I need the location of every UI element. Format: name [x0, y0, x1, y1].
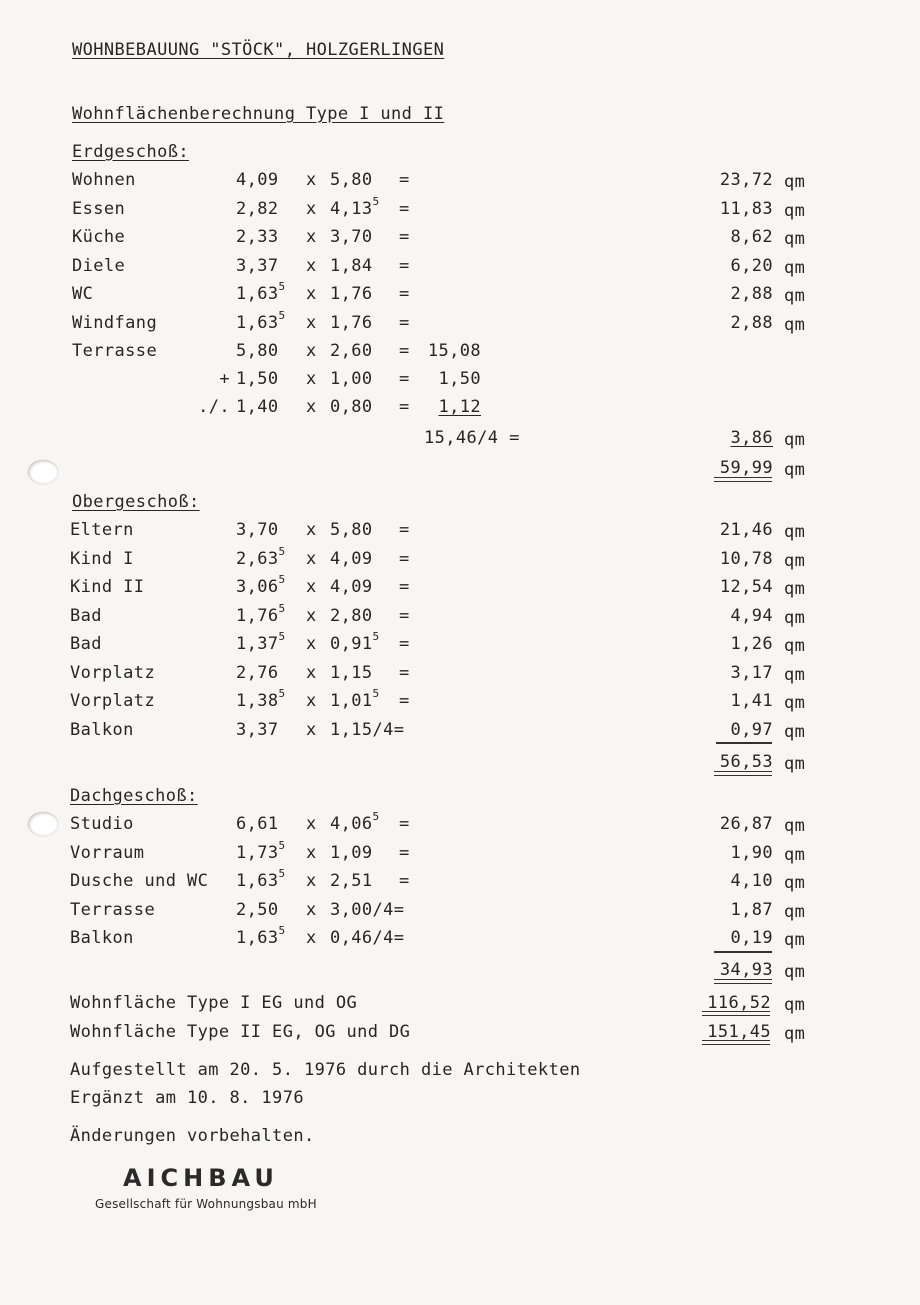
dimension-b-value: 3,70 [330, 227, 373, 247]
footer-line-created: Aufgestellt am 20. 5. 1976 durch die Architekten [70, 1060, 581, 1080]
dimension-b [330, 194, 380, 219]
row-label: Kind I [70, 548, 134, 569]
unit-label: qm [784, 873, 806, 893]
times-sign: x [306, 899, 317, 920]
dimension-a-value: 3,37 [236, 255, 279, 276]
section-sum: 56,53 [719, 752, 773, 772]
dimension-a-value: 6,61 [236, 814, 279, 834]
row-label: Wohnen [72, 170, 136, 190]
dimension-a-superscript: 5 [278, 924, 286, 938]
equals-sign: = [399, 842, 410, 863]
times-sign: x [306, 928, 317, 948]
times-sign: x [306, 691, 317, 711]
dimension-b [330, 720, 404, 740]
equals-sign: = [399, 871, 410, 891]
equals-sign: = [399, 255, 410, 276]
sum-line [714, 951, 772, 953]
dimension-b [330, 871, 373, 891]
dimension-b-value: 0,80 [330, 397, 373, 417]
times-sign: x [306, 170, 317, 190]
double-underline [714, 979, 772, 984]
row-result: 1,41 [730, 691, 773, 711]
subtotal: 15,08 [427, 341, 481, 361]
total-label: Wohnfläche Type I EG und OG [70, 993, 358, 1013]
section-sum: 34,93 [719, 960, 773, 980]
unit-label: qm [784, 200, 806, 221]
unit-label: qm [784, 579, 806, 599]
dimension-a [236, 341, 279, 361]
dimension-b-value: 1,15 [330, 662, 373, 683]
total-value: 151,45 [707, 1022, 771, 1042]
unit-label: qm [784, 314, 806, 335]
row-label: Terrasse [70, 899, 156, 920]
row-label: Eltern [70, 520, 134, 540]
subtotal: 1,12 [438, 397, 481, 417]
unit-label: qm [784, 1024, 806, 1044]
times-sign: x [306, 369, 317, 389]
unit-label: qm [784, 430, 806, 450]
unit-label: qm [784, 550, 806, 571]
dimension-b-value: 4,06 [330, 814, 373, 834]
equals-sign: = [399, 548, 410, 569]
dimension-b-value: 0,91 [330, 634, 373, 654]
row-result: 2,88 [730, 284, 773, 304]
dimension-a-value: 1,40 [236, 397, 279, 417]
dimension-a-superscript: 5 [278, 838, 286, 852]
row-label: Bad [70, 605, 102, 626]
row-result: 3,17 [730, 662, 773, 683]
unit-label: qm [784, 286, 806, 306]
dimension-b [330, 663, 373, 683]
row-result: 2,88 [730, 312, 773, 333]
row-result: 0,19 [730, 928, 773, 948]
row-result: 12,54 [719, 577, 773, 597]
dimension-a-value: 1,63 [236, 871, 279, 891]
times-sign: x [306, 719, 317, 740]
punch-hole-lower [28, 812, 58, 836]
row-result: 26,87 [719, 814, 773, 834]
dimension-a-superscript: 5 [278, 573, 286, 587]
dimension-b [330, 687, 380, 711]
times-sign: x [306, 605, 317, 626]
dimension-a [236, 924, 286, 948]
unit-label: qm [784, 816, 806, 836]
dimension-b-superscript: 5 [372, 810, 380, 824]
times-sign: x [306, 520, 317, 540]
dimension-a [236, 630, 286, 654]
row-label: Küche [72, 227, 126, 247]
equals-sign: = [399, 691, 410, 711]
equals-sign: = [399, 605, 410, 626]
double-underline [714, 477, 772, 482]
unit-label: qm [784, 995, 806, 1015]
equals-sign: = [399, 227, 410, 247]
dimension-b-value: 1,84 [330, 255, 373, 276]
dimension-b [330, 369, 373, 389]
dimension-a [236, 308, 286, 333]
row-label: Essen [72, 198, 126, 219]
row-result: 8,62 [730, 227, 773, 247]
times-sign: x [306, 548, 317, 569]
dimension-a [236, 199, 279, 219]
equals-sign: = [399, 284, 410, 304]
dimension-a-superscript: 5 [278, 544, 286, 558]
dimension-b-value: 4,13 [330, 198, 373, 219]
dimension-b-value: 5,80 [330, 170, 373, 190]
dimension-b-value: 2,80 [330, 605, 373, 626]
dimension-a [236, 900, 279, 920]
equals-sign: = [399, 312, 410, 333]
dimension-b [330, 170, 373, 190]
row-result: 11,83 [719, 198, 773, 219]
unit-label: qm [784, 693, 806, 713]
section-heading-dg: Dachgeschoß: [70, 786, 198, 806]
row-result: 6,20 [730, 255, 773, 276]
dimension-b [330, 520, 373, 540]
row-label: Windfang [72, 312, 158, 333]
dimension-a [236, 520, 279, 540]
equals-sign: = [399, 634, 410, 654]
dimension-b-value: 5,80 [330, 520, 373, 540]
row-label: Balkon [70, 719, 134, 740]
times-sign: x [306, 634, 317, 654]
operator: + [219, 369, 230, 389]
dimension-b-superscript: 5 [372, 687, 380, 701]
row-label: Balkon [70, 928, 134, 948]
row-result: 4,10 [730, 871, 773, 891]
sum-line [716, 742, 772, 744]
dimension-a-superscript: 5 [278, 630, 286, 644]
dimension-b [330, 900, 404, 920]
dimension-a [236, 601, 286, 626]
dimension-b [330, 630, 380, 654]
dimension-a-superscript: 5 [278, 867, 286, 881]
dimension-a [236, 397, 279, 417]
row-label: Vorplatz [70, 662, 156, 683]
dimension-b [330, 606, 373, 626]
dimension-a [236, 687, 286, 711]
row-result: 0,97 [730, 719, 773, 740]
times-sign: x [306, 397, 317, 417]
equals-sign: = [399, 369, 410, 389]
unit-label: qm [784, 257, 806, 278]
row-label: Kind II [70, 577, 145, 597]
punch-hole-upper [28, 460, 58, 484]
times-sign: x [306, 577, 317, 597]
row-result: 1,90 [730, 842, 773, 863]
equals-sign: = [399, 662, 410, 683]
dimension-a-value: 1,38 [236, 691, 279, 711]
dimension-b-value: 2,60 [330, 341, 373, 361]
dimension-b-value: 4,09 [330, 577, 373, 597]
dimension-b [330, 577, 373, 597]
dimension-a [236, 227, 279, 247]
dimension-a-value: 2,63 [236, 548, 279, 569]
dimension-a-value: 3,06 [236, 577, 279, 597]
dimension-b-value: 1,00 [330, 369, 373, 389]
unit-label: qm [784, 844, 806, 865]
dimension-a-value: 1,37 [236, 634, 279, 654]
dimension-b [330, 549, 373, 569]
row-result: 1,87 [730, 899, 773, 920]
dimension-a [236, 369, 279, 389]
dimension-a-value: 2,33 [236, 227, 279, 247]
dimension-a-value: 3,37 [236, 719, 279, 740]
dimension-b-value: 2,51 [330, 871, 373, 891]
dimension-b [330, 313, 373, 333]
unit-label: qm [784, 460, 806, 480]
dimension-a-value: 1,73 [236, 842, 279, 863]
row-label: Diele [72, 255, 126, 276]
times-sign: x [306, 312, 317, 333]
times-sign: x [306, 227, 317, 247]
row-label: Studio [70, 814, 134, 834]
dimension-a [236, 814, 279, 834]
dimension-b [330, 284, 373, 304]
unit-label: qm [784, 754, 806, 774]
dimension-a-value: 2,50 [236, 899, 279, 920]
dimension-b [330, 810, 380, 834]
double-underline [714, 771, 772, 776]
dimension-a [236, 838, 286, 863]
unit-label: qm [784, 664, 806, 685]
dimension-a-superscript: 5 [278, 280, 286, 294]
row-result: 21,46 [719, 520, 773, 540]
dimension-a [236, 256, 279, 276]
equals-sign: = [399, 814, 410, 834]
row-label: Dusche und WC [70, 871, 209, 891]
dimension-b-superscript: 5 [372, 194, 380, 208]
section-heading-eg: Erdgeschoß: [72, 142, 189, 162]
dimension-b-superscript: 5 [372, 630, 380, 644]
dimension-a-value: 4,09 [236, 170, 279, 190]
dimension-a-value: 5,80 [236, 341, 279, 361]
dimension-a-superscript: 5 [278, 601, 286, 615]
unit-label: qm [784, 721, 806, 742]
unit-label: qm [784, 636, 806, 656]
dimension-a-value: 3,70 [236, 520, 279, 540]
dimension-b [330, 341, 373, 361]
dimension-a-value: 1,63 [236, 312, 279, 333]
footer-line-amended: Ergänzt am 10. 8. 1976 [70, 1088, 304, 1108]
dimension-b-value: 1,15/4= [330, 719, 405, 740]
dimension-b-value: 1,09 [330, 842, 373, 863]
dimension-b-value: 4,09 [330, 548, 373, 569]
section-sum: 59,99 [719, 458, 773, 478]
row-result: 3,86 [730, 428, 773, 448]
equals-sign: = [399, 170, 410, 190]
unit-label: qm [784, 172, 806, 192]
dimension-a-value: 1,50 [236, 369, 279, 389]
equals-sign: = [399, 198, 410, 219]
row-label: Terrasse [72, 341, 158, 361]
dimension-a [236, 867, 286, 891]
times-sign: x [306, 814, 317, 834]
unit-label: qm [784, 607, 806, 628]
company-stamp-subtitle: Gesellschaft für Wohnungsbau mbH [95, 1197, 317, 1211]
dimension-b-value: 3,00/4= [330, 899, 405, 920]
dimension-b [330, 397, 373, 417]
row-result: 10,78 [719, 548, 773, 569]
document-subtitle: Wohnflächenberechnung Type I und II [72, 104, 445, 124]
row-label: Vorraum [70, 842, 145, 863]
dimension-a [236, 544, 286, 569]
unit-label: qm [784, 522, 806, 542]
dimension-a-value: 1,63 [236, 284, 279, 304]
equals-sign: = [399, 520, 410, 540]
row-result: 23,72 [719, 170, 773, 190]
dimension-b-value: 1,76 [330, 284, 373, 304]
dimension-a [236, 663, 279, 683]
double-underline [702, 1011, 770, 1016]
dimension-a-value: 1,63 [236, 928, 279, 948]
dimension-b [330, 227, 373, 247]
row-label: Bad [70, 634, 102, 654]
dimension-a-superscript: 5 [278, 687, 286, 701]
row-label: WC [72, 284, 94, 304]
operator: ./. [198, 397, 230, 417]
dimension-a [236, 573, 286, 597]
terrasse-total-expression: 15,46/4 = [424, 428, 520, 448]
equals-sign: = [399, 341, 410, 361]
dimension-b-value: 1,01 [330, 691, 373, 711]
unit-label: qm [784, 901, 806, 922]
footer-line-reserved: Änderungen vorbehalten. [70, 1126, 315, 1146]
dimension-a [236, 720, 279, 740]
dimension-b [330, 256, 373, 276]
dimension-b [330, 843, 373, 863]
double-underline [702, 1040, 770, 1045]
dimension-a [236, 170, 279, 190]
row-label: Vorplatz [70, 691, 156, 711]
dimension-b-value: 1,76 [330, 312, 373, 333]
dimension-a-value: 2,82 [236, 198, 279, 219]
equals-sign: = [399, 397, 410, 417]
unit-label: qm [784, 962, 806, 982]
times-sign: x [306, 662, 317, 683]
subtotal: 1,50 [438, 369, 481, 389]
dimension-a [236, 280, 286, 304]
times-sign: x [306, 198, 317, 219]
dimension-b [330, 928, 404, 948]
unit-label: qm [784, 229, 806, 249]
company-stamp-name: AICHBAU [123, 1164, 279, 1192]
equals-sign: = [399, 577, 410, 597]
times-sign: x [306, 341, 317, 361]
total-value: 116,52 [707, 993, 771, 1013]
times-sign: x [306, 255, 317, 276]
row-result: 4,94 [730, 605, 773, 626]
dimension-b-value: 0,46/4= [330, 928, 405, 948]
unit-label: qm [784, 930, 806, 950]
times-sign: x [306, 842, 317, 863]
row-result: 1,26 [730, 634, 773, 654]
total-label: Wohnfläche Type II EG, OG und DG [70, 1022, 411, 1042]
section-heading-og: Obergeschoß: [72, 492, 200, 512]
dimension-a-value: 1,76 [236, 605, 279, 626]
document-title: WOHNBEBAUUNG "STÖCK", HOLZGERLINGEN [72, 40, 445, 60]
times-sign: x [306, 871, 317, 891]
dimension-a-superscript: 5 [278, 308, 286, 322]
times-sign: x [306, 284, 317, 304]
dimension-a-value: 2,76 [236, 662, 279, 683]
